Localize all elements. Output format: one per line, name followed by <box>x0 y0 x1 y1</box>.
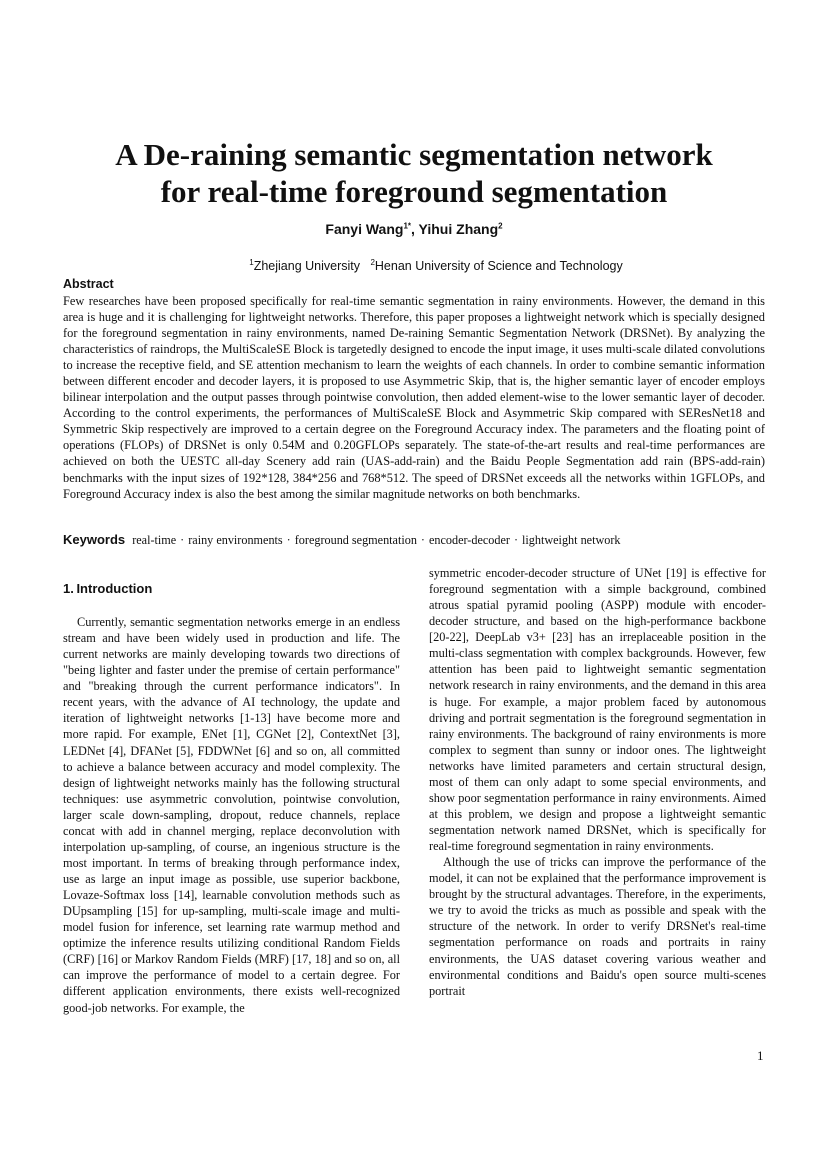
intro-paragraph-3: Although the use of tricks can improve the performance of the model, it can not be explained that the performance improvement is brought by the structural advantages. Therefore, in the experiments, we try to avoid the tricks as much as possible and speak with the structure of the network. In order to verify DRSNet's real-time segmentation performance on roads and portraits in rainy environments, the UAS dataset covering various weather and environmental conditions and Baidu's open source multi-scenes portrait <box>429 855 766 998</box>
keyword: encoder-decoder <box>428 533 510 547</box>
abstract-heading: Abstract <box>63 277 114 291</box>
keyword-separator: · <box>420 533 425 547</box>
affiliation-mark: 2 <box>370 257 375 267</box>
author-list <box>0 221 828 237</box>
paragraph-text: symmetric encoder-decoder structure of UNet [19] is effective for foreground segmentation with a simple background, combined atrous spatial pyramid pooling (ASPP) <box>429 566 766 613</box>
affiliations <box>0 259 828 273</box>
keyword: rainy environments <box>188 533 283 547</box>
left-column <box>63 614 400 1016</box>
keyword: real-time <box>132 533 177 547</box>
author-affiliation-mark: 2 <box>498 221 503 231</box>
section-heading: 1. Introduction <box>63 581 153 596</box>
page-number: 1 <box>757 1048 764 1063</box>
affiliation-name: Henan University of Science and Technology <box>374 259 623 273</box>
keywords-line <box>63 532 765 548</box>
author-name: Fanyi Wang <box>325 221 404 237</box>
keyword-separator: · <box>513 533 518 547</box>
author-separator: , <box>411 221 419 237</box>
keyword: lightweight network <box>522 533 621 547</box>
keyword-separator: · <box>286 533 291 547</box>
paragraph-text: with encoder-decoder structure, and based on the high-performance backbone [20-22], DeepLab v3+ [23] has an irreplaceable position in the multi-class segmentation with complex backgrounds. However, few attention has been paid to lightweight semantic segmentation network research in rainy environments, and the demand in this area is huge. For example, a major problem faced by autonomous driving and portrait segmentation is the foreground segmentation in rainy environments. The background of rainy environments is more complex to segment than sunny or indoor ones. The lightweight networks have limited parameters and certain structural design, most of them can only adapt to some special environments, and show poor segmentation performance in rainy environments. Aimed at this problem, we design and propose a lightweight semantic segmentation network named DRSNet, which is specifically for real-time foreground segmentation in rainy environments. <box>429 598 767 854</box>
keyword-separator: · <box>180 533 185 547</box>
keywords-label: Keywords <box>63 532 126 547</box>
affiliation-name: Zhejiang University <box>253 259 361 273</box>
paper-title <box>60 136 768 210</box>
title-line-2: for real-time foreground segmentation <box>160 174 668 209</box>
author-name: Yihui Zhang <box>418 221 499 237</box>
abstract-body: Few researches have been proposed specifically for real-time semantic segmentation in rainy environments. However, the demand in this area is huge and it is challenging for lightweight networks. Therefore, this paper proposes a lightweight network which is specially designed for the foreground segmentation in rainy environments, named De-raining Semantic Segmentation Network (DRSNet). By analyzing the characteristics of raindrops, the MultiScaleSE Block is targetedly designed to encode the input image, it uses multi-scale dilated convolutions to increase the receptive field, and SE attention mechanism to learn the weights of each channels. In order to combine semantic information between different encoder and decoder layers, it is proposed to use Asymmetric Skip, that is, the higher semantic layer of encoder employs bilinear interpolation and the output passes through pointwise convolution, then added element-wise to the lower semantic layer of decoder. According to the control experiments, the performances of MultiScaleSE Block and Asymmetric Skip compared with SEResNet18 and Symmetric Skip respectively are improved to a certain degree on the Foreground Accuracy index. The parameters and the floating point of operations (FLOPs) of DRSNet is only 0.54M and 0.20GFLOPs separately. The state-of-the-art results and real-time performances are achieved on both the UESTC all-day Scenery add rain (UAS-add-rain) and the Baidu People Segmentation add rain (BPS-add-rain) benchmarks with the input sizes of 192*128, 384*256 and 768*512. The speed of DRSNet exceeds all the networks within 1GFLOPs, and Foreground Accuracy index is also the best among the similar magnitude networks on both benchmarks. <box>63 294 765 501</box>
right-column <box>429 565 766 999</box>
affiliation-mark: 1 <box>249 257 254 267</box>
author-affiliation-mark: 1* <box>403 221 412 231</box>
title-line-1: A De-raining semantic segmentation network <box>115 137 713 172</box>
intro-paragraph-1: Currently, semantic segmentation networks emerge in an endless stream and have been widely used in production and life. The current networks are mainly developing towards two directions of "being lighter and faster under the premise of certain performance" and "breaking through the current performance indicators". In recent years, with the advance of AI technology, the update and iteration of lightweight networks [1-13] have become more and more rapid. For example, ENet [1], CGNet [2], ContextNet [3], LEDNet [4], DFANet [5], FDDWNet [6] and so on, all committed to achieve a balance between accuracy and model complexity. The design of lightweight networks mainly has the following structural techniques: use asymmetric convolution, pointwise convolution, larger scale down-sampling, dropout, reduce channels, replace concat with add in channel merging, replace deconvolution with interpolation up-sampling, of course, an ingenious structure is the most important. In terms of breaking through performance index, use as large an input image as possible, use superior backbone, Lovaze-Softmax loss [14], learnable convolution methods such as DUpsampling [15] for up-sampling, multi-scale image and multi-model fusion for inference, set learning rate warmup method and optimize the inference results utilizing conditional Random Fields (CRF) [16] or Markov Random Fields (MRF) [17, 18] and so on, all can improve the performance of model to a certain degree. For different application environments, there exists well-recognized good-job networks. For example, the <box>63 615 400 1015</box>
intro-paragraph-2 <box>429 565 766 854</box>
keyword: foreground segmentation <box>294 533 417 547</box>
paragraph-text-module: module <box>646 598 686 613</box>
